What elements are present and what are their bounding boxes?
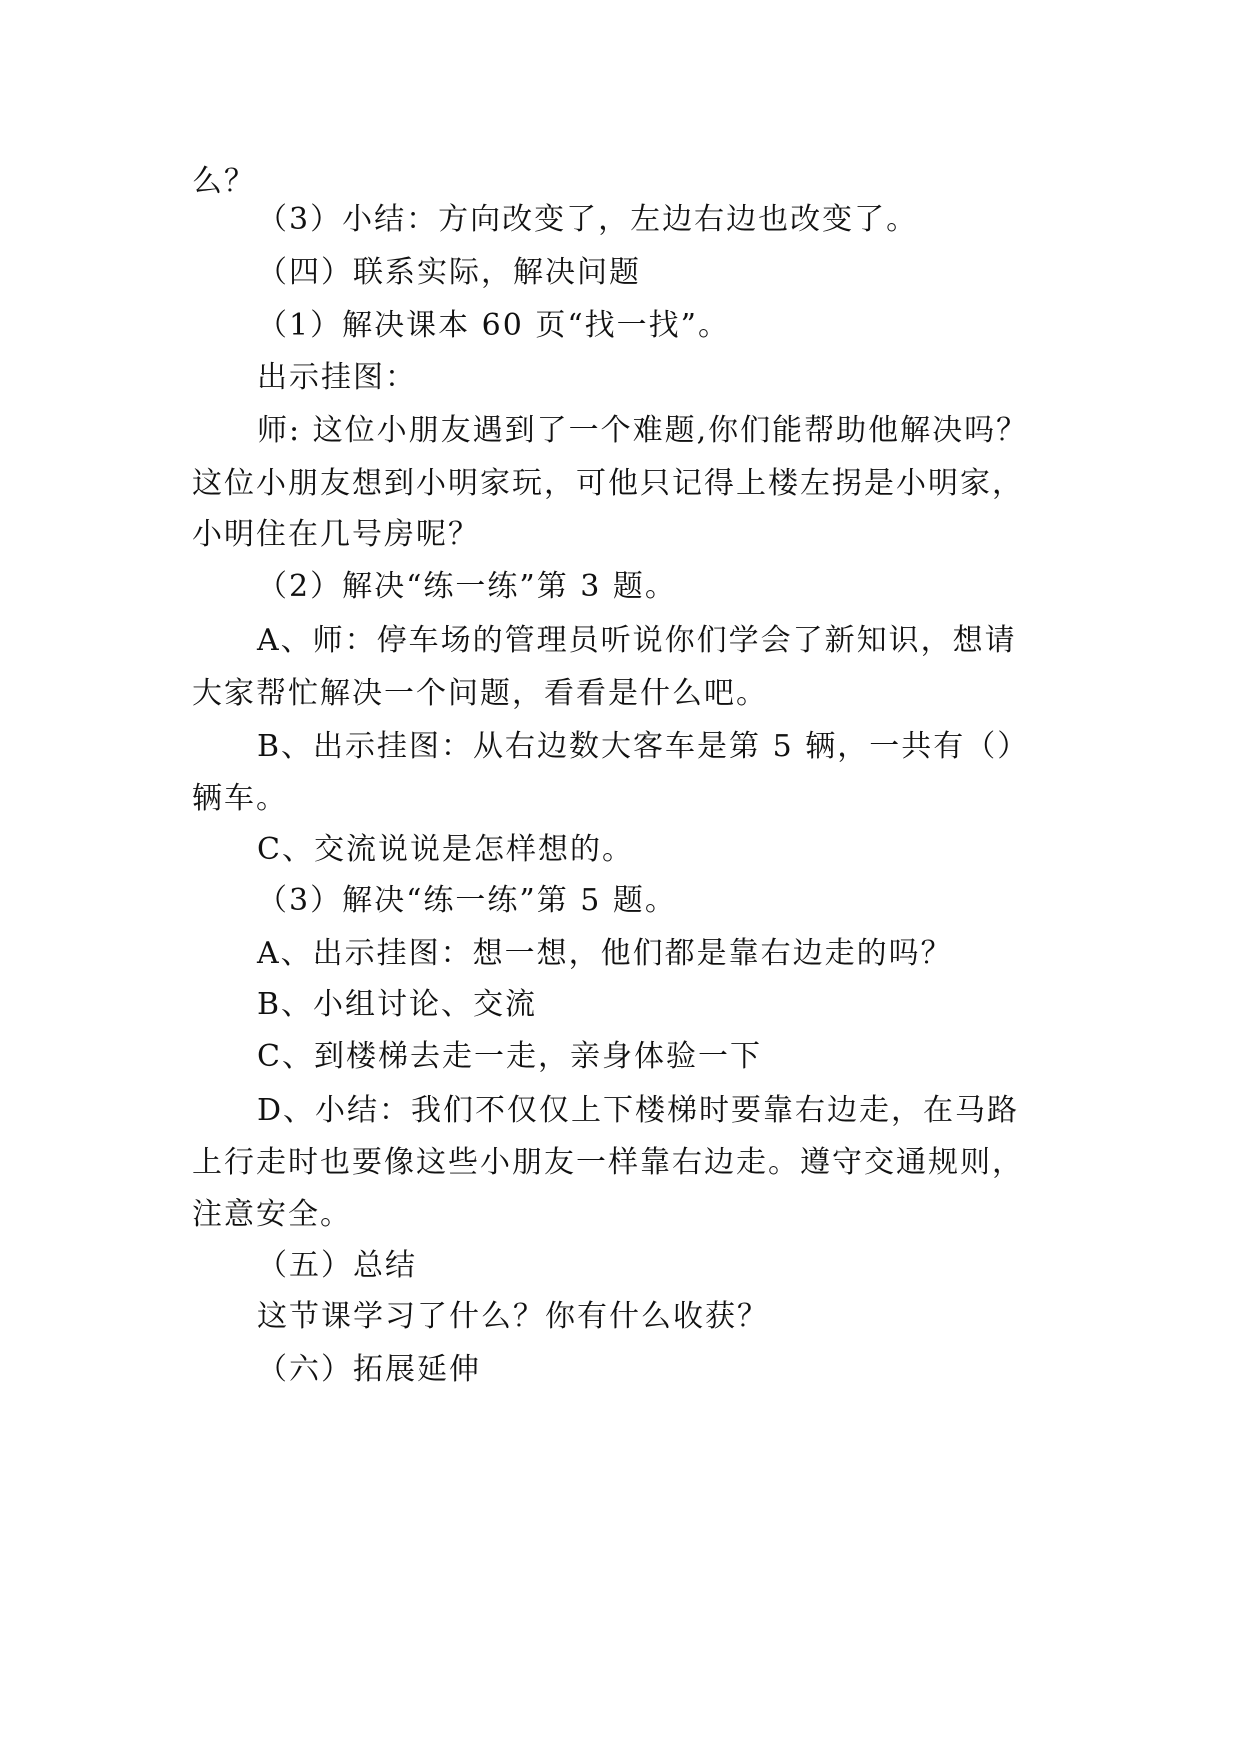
text-line: 上行走时也要像这些小朋友一样靠右边走。遵守交通规则， [192,1145,1024,1180]
text-line: 这节课学习了什么？你有什么收获？ [257,1299,769,1334]
text-line: （1）解决课本 60 页“找一找”。 [257,308,731,343]
text-line: 小明住在几号房呢？ [192,517,480,552]
text-line: C、到楼梯去走一走，亲身体验一下 [257,1039,762,1074]
section-heading: （四）联系实际，解决问题 [257,255,641,290]
text-line: 辆车。 [192,781,288,816]
section-heading: （六）拓展延伸 [257,1352,481,1387]
text-line: C、交流说说是怎样想的。 [257,832,634,867]
text-line: B、出示挂图：从右边数大客车是第 5 辆，一共有（） [257,729,1030,764]
text-line: （3）小结：方向改变了，左边右边也改变了。 [257,202,919,237]
text-line: 么？ [192,164,256,199]
text-line: D、小结：我们不仅仅上下楼梯时要靠右边走，在马路 [257,1093,1020,1128]
text-line: A、师：停车场的管理员听说你们学会了新知识，想请 [257,623,1017,658]
text-line: B、小组讨论、交流 [257,987,538,1022]
text-line: 这位小朋友想到小明家玩，可他只记得上楼左拐是小明家， [192,466,1024,501]
text-line: （3）解决“练一练”第 5 题。 [257,883,677,918]
text-line: （2）解决“练一练”第 3 题。 [257,569,677,604]
section-heading: （五）总结 [257,1248,417,1283]
text-line: A、出示挂图：想一想，他们都是靠右边走的吗？ [257,936,953,971]
text-line: 出示挂图： [257,360,417,395]
text-line: 师: 这位小朋友遇到了一个难题,你们能帮助他解决吗？ [257,413,1029,448]
text-line: 注意安全。 [192,1197,352,1232]
text-line: 大家帮忙解决一个问题，看看是什么吧。 [192,676,768,711]
